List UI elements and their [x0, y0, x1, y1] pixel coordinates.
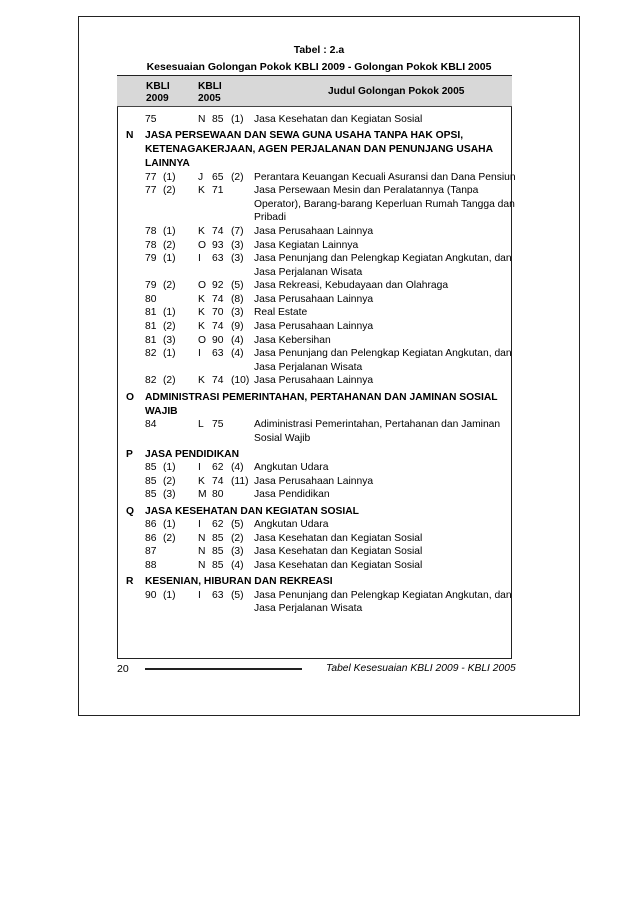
kbli2009-sub: (1): [163, 590, 176, 601]
kbli2009-sub: (2): [163, 375, 176, 386]
judul-cell: Jasa Perusahaan Lainnya: [254, 476, 374, 487]
judul-cell: Jasa Kebersihan: [254, 335, 331, 346]
header-kbli2009-label: KBLI: [146, 81, 170, 92]
kbli2005-code: 85: [212, 546, 224, 557]
kbli2005-code: 70: [212, 307, 224, 318]
judul-cell: Jasa Penunjang dan Pelengkap Kegiatan Angkutan, dan: [254, 253, 512, 264]
kbli2005-sub: (8): [231, 294, 244, 305]
kbli2005-sub: (2): [231, 172, 244, 183]
kbli2005-letter: K: [198, 185, 205, 196]
kbli2005-sub: (9): [231, 321, 244, 332]
table-number: Tabel : 2.a: [293, 44, 345, 56]
judul-cell: Real Estate: [254, 307, 308, 318]
kbli2009-code: 85: [145, 476, 157, 487]
kbli2005-sub: (5): [231, 590, 244, 601]
kbli2009-sub: (1): [163, 462, 176, 473]
kbli2005-sub: (4): [231, 462, 244, 473]
kbli2009-sub: (2): [163, 240, 176, 251]
kbli2005-code: 62: [212, 519, 224, 530]
header-judul: Judul Golongan Pokok 2005: [328, 86, 465, 97]
kbli2005-sub: (3): [231, 546, 244, 557]
kbli2005-code: 80: [212, 489, 224, 500]
section-title: KETENAGAKERJAAN, AGEN PERJALANAN DAN PENUNJANG USAHA: [145, 144, 494, 155]
kbli2005-letter: I: [198, 253, 201, 264]
kbli2005-sub: (11): [231, 476, 249, 487]
kbli2009-code: 86: [145, 519, 157, 530]
kbli2005-letter: K: [198, 476, 205, 487]
judul-cell: Jasa Penunjang dan Pelengkap Kegiatan Angkutan, dan: [254, 348, 512, 359]
section-title: JASA PERSEWAAN DAN SEWA GUNA USAHA TANPA HAK OPSI,: [145, 130, 464, 141]
section-letter: N: [126, 130, 134, 141]
judul-cell: Jasa Kegiatan Lainnya: [254, 240, 359, 251]
kbli2009-code: 86: [145, 533, 157, 544]
kbli2005-code: 63: [212, 348, 224, 359]
judul-cell: Jasa Kesehatan dan Kegiatan Sosial: [254, 533, 423, 544]
kbli2005-letter: N: [198, 533, 206, 544]
kbli2005-letter: I: [198, 348, 201, 359]
kbli2005-code: 90: [212, 335, 224, 346]
judul-cell: Jasa Kesehatan dan Kegiatan Sosial: [254, 560, 423, 571]
kbli2005-sub: (4): [231, 560, 244, 571]
kbli2005-letter: J: [198, 172, 204, 183]
judul-cell: Jasa Rekreasi, Kebudayaan dan Olahraga: [254, 280, 449, 291]
section-letter: R: [126, 576, 134, 587]
kbli2005-letter: I: [198, 519, 201, 530]
header-kbli2005-label: KBLI: [198, 81, 222, 92]
kbli2009-code: 88: [145, 560, 157, 571]
kbli2005-letter: N: [198, 546, 206, 557]
judul-cell: Angkutan Udara: [254, 462, 329, 473]
judul-cell: Adiministrasi Pemerintahan, Pertahanan dan Jaminan: [254, 419, 501, 430]
footer-caption: Tabel Kesesuaian KBLI 2009 - KBLI 2005: [326, 663, 516, 674]
judul-cell: Jasa Pendidikan: [254, 489, 330, 500]
section-title: JASA PENDIDIKAN: [145, 449, 240, 460]
kbli2005-code: 75: [212, 419, 224, 430]
kbli2005-code: 85: [212, 533, 224, 544]
kbli2005-code: 63: [212, 253, 224, 264]
kbli2005-code: 92: [212, 280, 224, 291]
kbli2005-letter: K: [198, 294, 205, 305]
kbli2005-letter: I: [198, 462, 201, 473]
kbli2005-code: 63: [212, 590, 224, 601]
kbli2005-code: 93: [212, 240, 224, 251]
section-letter: Q: [126, 506, 135, 517]
judul-cell: Jasa Perjalanan Wisata: [254, 362, 363, 373]
kbli2005-code: 71: [212, 185, 224, 196]
kbli2005-letter: N: [198, 560, 206, 571]
kbli2005-letter: I: [198, 590, 201, 601]
kbli2005-letter: K: [198, 321, 205, 332]
judul-cell: Jasa Perjalanan Wisata: [254, 267, 363, 278]
judul-cell: Jasa Penunjang dan Pelengkap Kegiatan Angkutan, dan: [254, 590, 512, 601]
kbli2009-code: 79: [145, 253, 157, 264]
kbli2005-code: 74: [212, 375, 224, 386]
kbli2005-code: 85: [212, 560, 224, 571]
kbli2009-code: 85: [145, 489, 157, 500]
judul-cell: Jasa Persewaan Mesin dan Peralatannya (Tanpa: [254, 185, 479, 196]
judul-cell: Jasa Perjalanan Wisata: [254, 603, 363, 614]
page-number: 20: [117, 663, 129, 675]
kbli2009-sub: (1): [163, 519, 176, 530]
kbli2005-letter: M: [198, 489, 207, 500]
kbli2005-sub: (2): [231, 533, 244, 544]
kbli2009-code: 81: [145, 307, 157, 318]
kbli2009-code: 82: [145, 348, 157, 359]
kbli2005-code: 74: [212, 294, 224, 305]
header-kbli2009-year: 2009: [146, 93, 169, 104]
kbli2005-letter: L: [198, 419, 204, 430]
section-letter: P: [126, 449, 133, 460]
kbli2005-code: 74: [212, 321, 224, 332]
kbli2009-sub: (1): [163, 307, 176, 318]
kbli2009-code: 78: [145, 240, 157, 251]
judul-cell: Sosial Wajib: [254, 433, 311, 444]
kbli2005-sub: (1): [231, 114, 244, 125]
kbli2005-sub: (4): [231, 335, 244, 346]
kbli2009-code: 81: [145, 321, 157, 332]
kbli2009-code: 79: [145, 280, 157, 291]
kbli2009-sub: (2): [163, 321, 176, 332]
section-title: LAINNYA: [145, 158, 190, 169]
judul-cell: Jasa Kesehatan dan Kegiatan Sosial: [254, 114, 423, 125]
kbli2005-code: 62: [212, 462, 224, 473]
kbli2005-letter: K: [198, 226, 205, 237]
section-title: ADMINISTRASI PEMERINTAHAN, PERTAHANAN DAN JAMINAN SOSIAL: [145, 392, 498, 403]
kbli2005-sub: (3): [231, 240, 244, 251]
kbli2005-sub: (7): [231, 226, 244, 237]
kbli2005-letter: O: [198, 335, 207, 346]
judul-cell: Jasa Perusahaan Lainnya: [254, 321, 374, 332]
kbli2009-sub: (3): [163, 335, 176, 346]
section-title: KESENIAN, HIBURAN DAN REKREASI: [145, 576, 333, 587]
kbli2009-code: 75: [145, 114, 157, 125]
judul-cell: Jasa Perusahaan Lainnya: [254, 226, 374, 237]
judul-cell: Jasa Kesehatan dan Kegiatan Sosial: [254, 546, 423, 557]
section-letter: O: [126, 392, 135, 403]
kbli2005-letter: K: [198, 375, 205, 386]
kbli2009-code: 85: [145, 462, 157, 473]
table-title: Kesesuaian Golongan Pokok KBLI 2009 - Golongan Pokok KBLI 2005: [146, 61, 492, 73]
judul-cell: Operator), Barang-barang Keperluan Rumah Tangga dan: [254, 199, 515, 210]
kbli2009-sub: (2): [163, 185, 176, 196]
kbli2005-sub: (5): [231, 519, 244, 530]
footer-rule: [145, 668, 302, 670]
kbli2005-sub: (3): [231, 253, 244, 264]
kbli2005-letter: N: [198, 114, 206, 125]
kbli2009-code: 80: [145, 294, 157, 305]
kbli2009-code: 84: [145, 419, 157, 430]
kbli2005-letter: K: [198, 307, 205, 318]
kbli2009-sub: (1): [163, 348, 176, 359]
kbli2009-sub: (2): [163, 476, 176, 487]
kbli2009-code: 82: [145, 375, 157, 386]
kbli2009-code: 87: [145, 546, 157, 557]
kbli2005-sub: (4): [231, 348, 244, 359]
kbli2009-sub: (2): [163, 280, 176, 291]
kbli2005-letter: O: [198, 240, 207, 251]
section-title: WAJIB: [145, 406, 178, 417]
judul-cell: Jasa Perusahaan Lainnya: [254, 375, 374, 386]
kbli2005-sub: (5): [231, 280, 244, 291]
kbli2009-sub: (1): [163, 253, 176, 264]
kbli2009-sub: (3): [163, 489, 176, 500]
kbli2005-code: 74: [212, 476, 224, 487]
judul-cell: Jasa Perusahaan Lainnya: [254, 294, 374, 305]
judul-cell: Angkutan Udara: [254, 519, 329, 530]
kbli2009-code: 90: [145, 590, 157, 601]
kbli2005-code: 74: [212, 226, 224, 237]
kbli2005-code: 65: [212, 172, 224, 183]
table-header: [117, 76, 512, 107]
kbli2005-sub: (10): [231, 375, 250, 386]
kbli2009-sub: (2): [163, 533, 176, 544]
header-kbli2005-year: 2005: [198, 93, 221, 104]
kbli2005-letter: O: [198, 280, 207, 291]
judul-cell: Perantara Keuangan Kecuali Asuransi dan Dana Pensiun: [254, 172, 516, 183]
kbli2009-sub: (1): [163, 226, 176, 237]
section-title: JASA KESEHATAN DAN KEGIATAN SOSIAL: [145, 506, 359, 517]
kbli2005-sub: (3): [231, 307, 244, 318]
kbli2009-code: 77: [145, 185, 157, 196]
kbli2009-code: 77: [145, 172, 157, 183]
kbli2005-code: 85: [212, 114, 224, 125]
kbli2009-code: 78: [145, 226, 157, 237]
kbli2009-code: 81: [145, 335, 157, 346]
kbli2009-sub: (1): [163, 172, 176, 183]
judul-cell: Pribadi: [254, 212, 287, 223]
